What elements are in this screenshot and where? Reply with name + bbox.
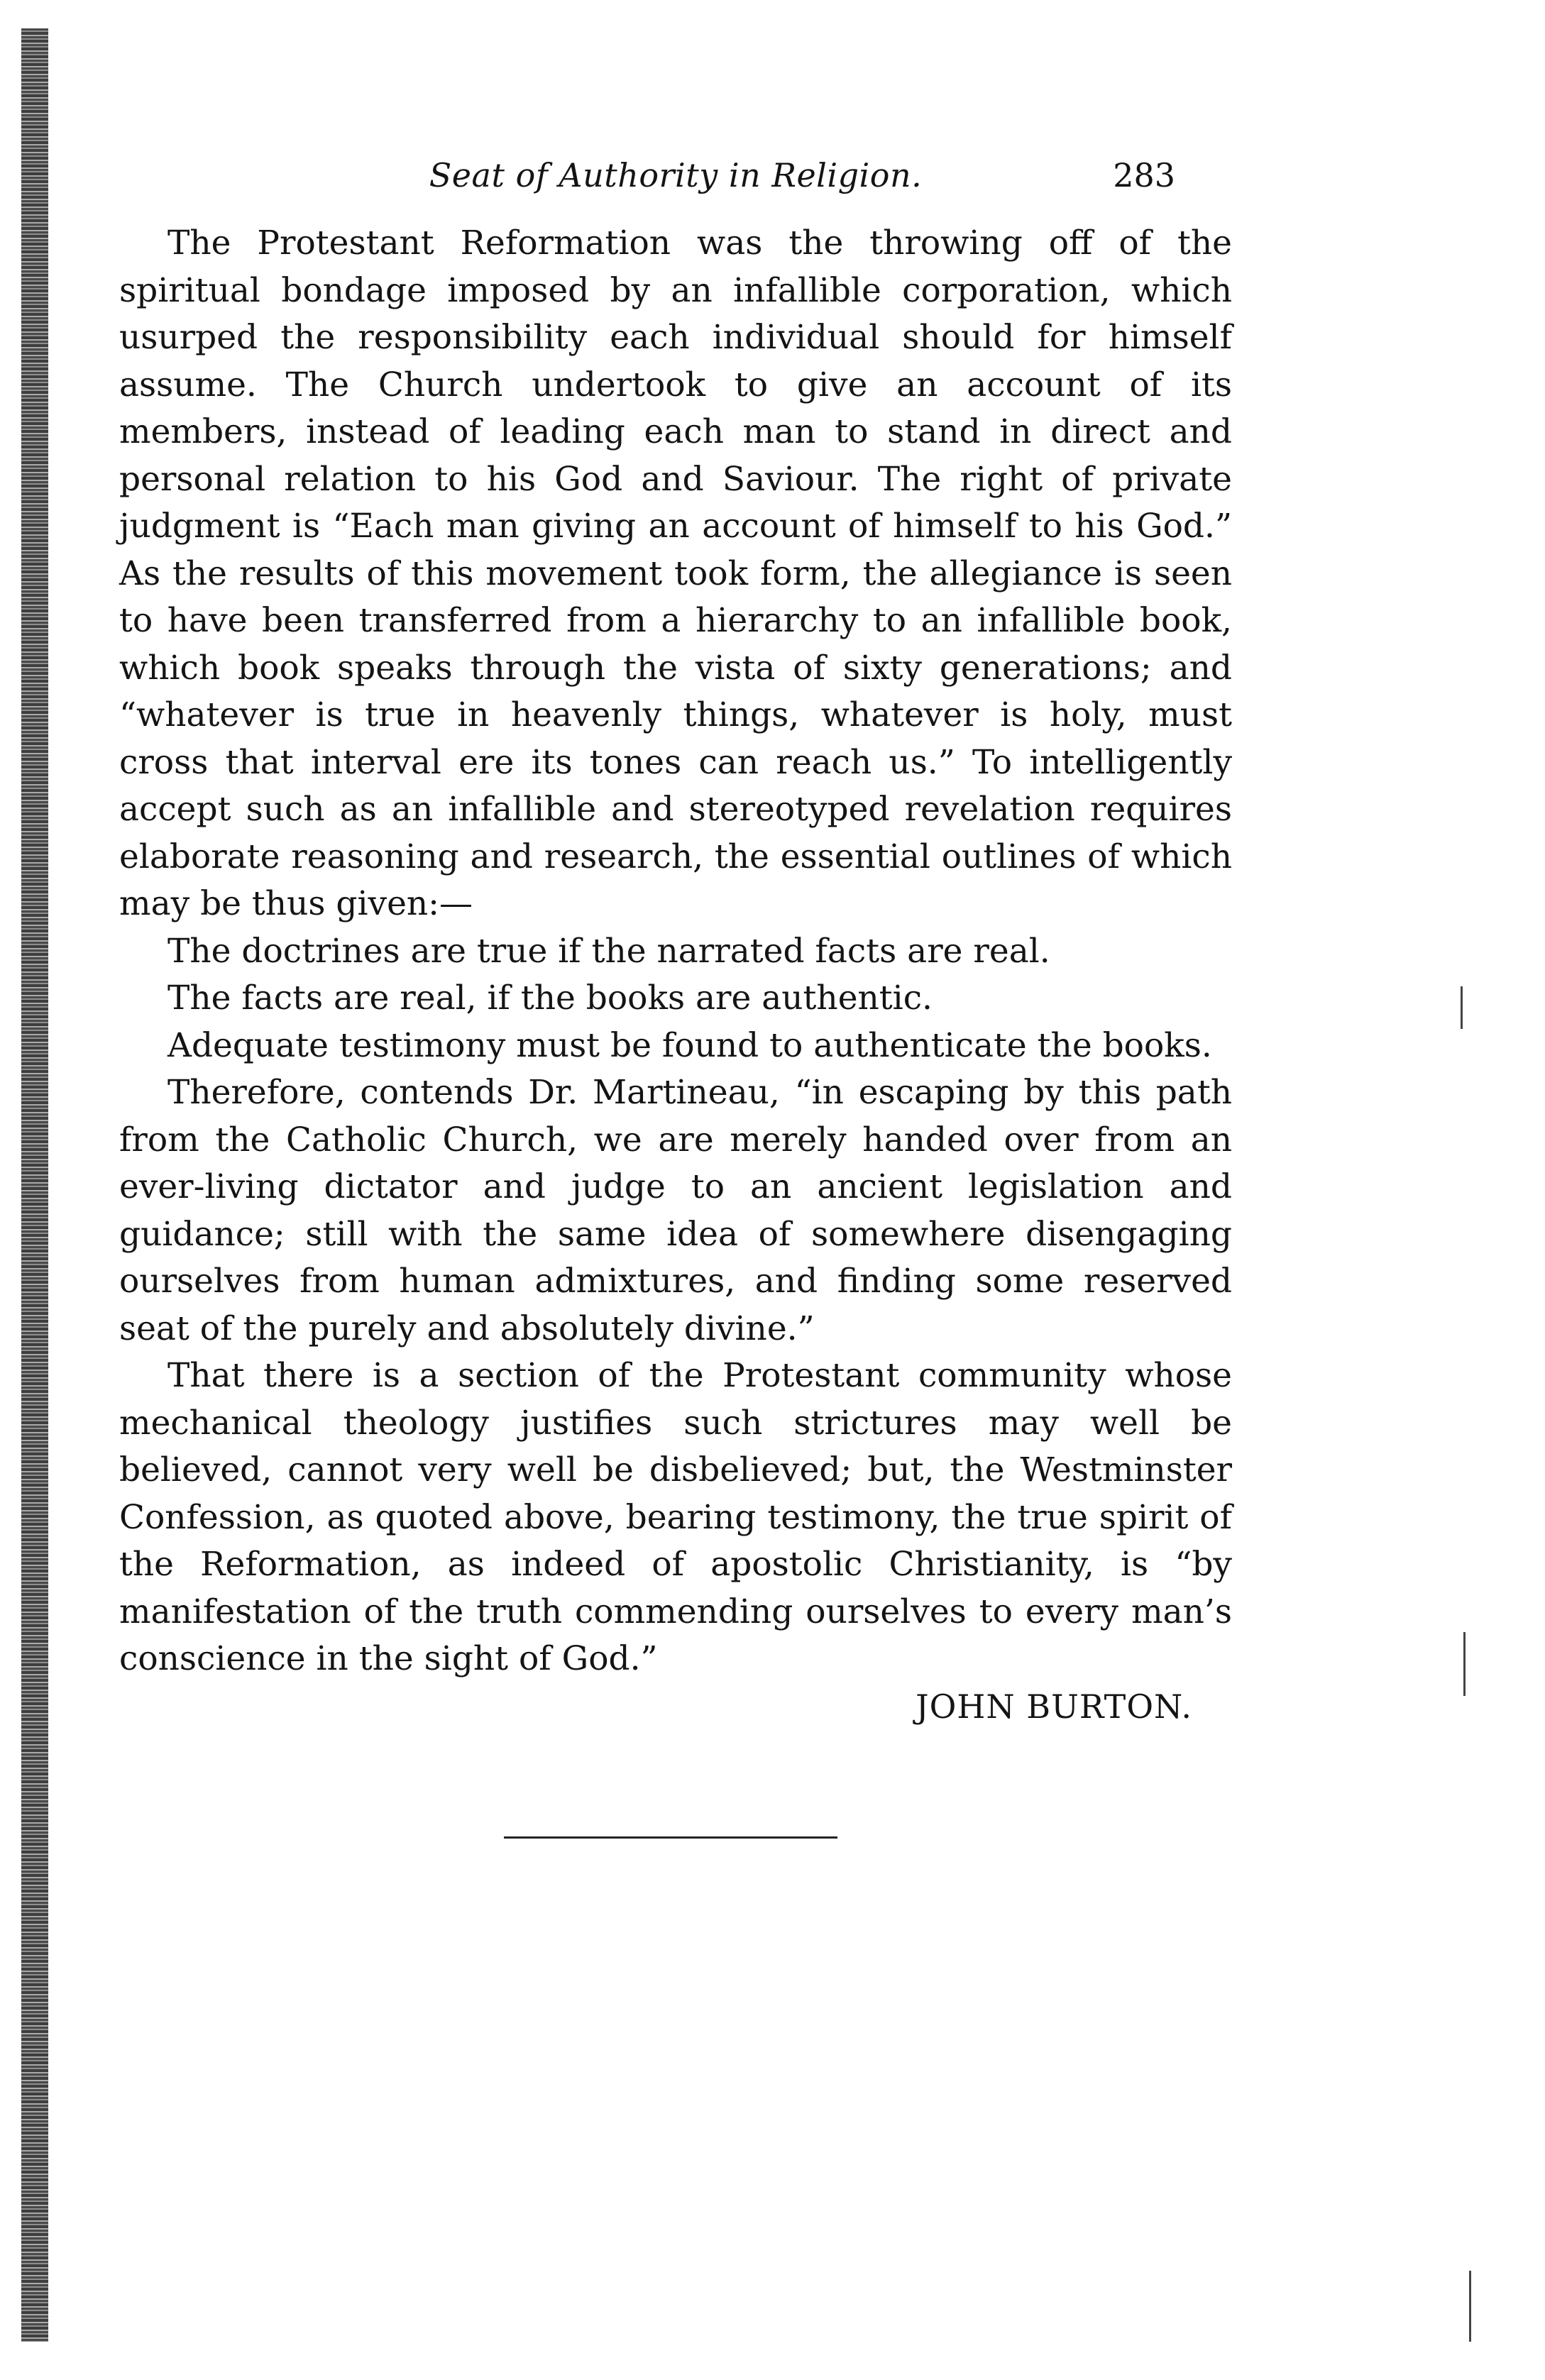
running-head	[119, 142, 1232, 220]
page-number: 283	[1113, 156, 1175, 194]
paragraph-westminster: That there is a section of the Protestant community whose mechanical theology justifies such strictures may well be believed, cannot very well be disbelieved; but, the Westminster Confession, as quoted above, bearing testimony, the true spirit of the Reformation, as indeed of apostolic Christianity, is “by manifestation of the truth commending ourselves to every man’s conscience in the sight of God.”	[119, 1356, 1232, 1678]
page	[119, 142, 1232, 1730]
argument-line-facts: The facts are real, if the books are authentic.	[167, 979, 933, 1018]
paragraph-reformation: The Protestant Reformation was the throwing off of the spiritual bondage imposed by an infallible corporation, which usurped the responsibility each individual should for himself assume. The Church undertook to give an account of its members, instead of leading each man to stand in direct and personal relation to his God and Saviour. The right of private judgment is “Each man giving an account of himself to his God.” As the results of this movement took form, the allegiance is seen to have been transferred from a hierarchy to an infallible book, which book speaks through the vista of sixty generations; and “whatever is true in heavenly things, whatever is holy, must cross that interval ere its tones can reach us.” To intelligently accept such as an infallible and stereotyped revelation requires elaborate reasoning and research, the essential outlines of which may be thus given:—	[119, 224, 1232, 923]
binding-edge	[21, 28, 48, 2342]
margin-speck	[1469, 2271, 1471, 2342]
argument-line-doctrines: The doctrines are true if the narrated facts are real.	[167, 931, 1050, 971]
paragraph-martineau-quote: Therefore, contends Dr. Martineau, “in escaping by this path from the Catholic Church, we are merely handed over from an ever-living dictator and judge to an ancient legislation and guidance; still with the same idea of somewhere disengaging ourselves from human admixtures, and finding some reserved seat of the purely and absolutely divine.”	[119, 1073, 1232, 1348]
margin-speck	[1463, 1632, 1466, 1696]
body-text	[119, 220, 1232, 1730]
running-title: Seat of Authority in Religion.	[429, 156, 923, 194]
closing-rule	[504, 1836, 837, 1839]
argument-line-testimony: Adequate testimony must be found to authenticate the books.	[167, 1025, 1212, 1065]
margin-speck	[1461, 986, 1463, 1029]
author-signature: JOHN BURTON.	[916, 1687, 1192, 1726]
